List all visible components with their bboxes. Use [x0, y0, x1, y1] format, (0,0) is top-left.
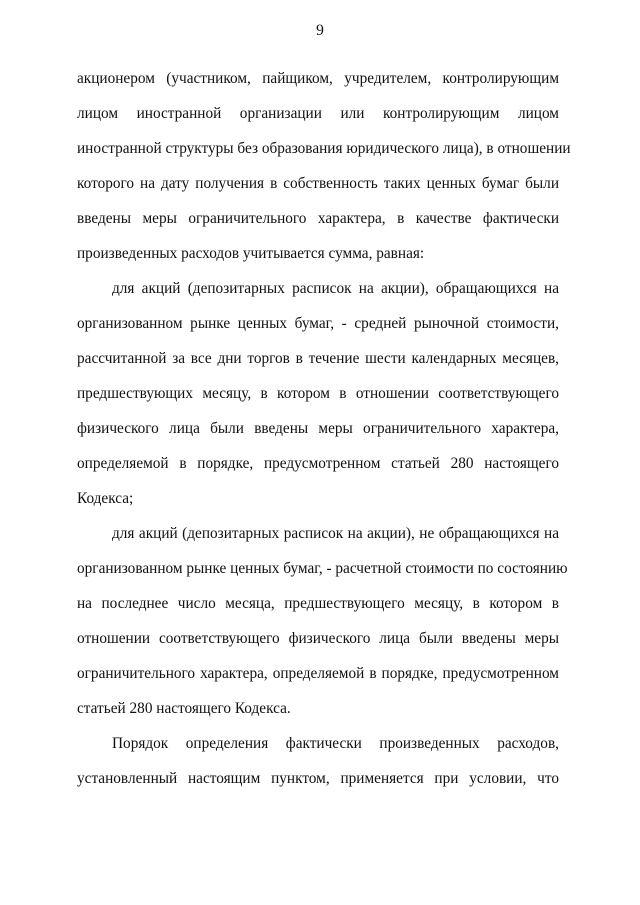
text-line: определяемой в порядке, предусмотренном статьей 280 настоящего	[77, 455, 559, 472]
text-line: организованном рынке ценных бумаг, - средней рыночной стоимости,	[77, 315, 559, 332]
text-line: статьей 280 настоящего Кодекса.	[77, 700, 291, 717]
text-line: Кодекса;	[77, 490, 134, 507]
paragraph-first-line: для акций (депозитарных расписок на акции), не обращающихся на	[112, 525, 559, 542]
text-line: ограничительного характера, определяемой в порядке, предусмотренном	[77, 665, 559, 682]
text-line: лицом иностранной организации или контролирующим лицом	[77, 105, 559, 122]
text-line: установленный настоящим пунктом, применяется при условии, что	[77, 770, 559, 787]
text-line: организованном рынке ценных бумаг, - расчетной стоимости по состоянию	[77, 560, 568, 577]
text-line: иностранной структуры без образования юридического лица), в отношении	[77, 140, 571, 157]
paragraph-first-line: Порядок определения фактически произведенных расходов,	[112, 735, 559, 752]
paragraph-first-line: для акций (депозитарных расписок на акции), обращающихся на	[112, 280, 559, 297]
text-line: введены меры ограничительного характера, в качестве фактически	[77, 210, 559, 227]
text-line: произведенных расходов учитывается сумма, равная:	[77, 245, 425, 262]
text-line: акционером (участником, пайщиком, учредителем, контролирующим	[77, 70, 559, 87]
page-number: 9	[316, 22, 324, 39]
text-line: отношении соответствующего физического лица были введены меры	[77, 630, 559, 647]
text-line: которого на дату получения в собственность таких ценных бумаг были	[77, 175, 559, 192]
text-line: рассчитанной за все дни торгов в течение шести календарных месяцев,	[77, 350, 559, 367]
text-line: на последнее число месяца, предшествующего месяцу, в котором в	[77, 595, 559, 612]
text-line: физического лица были введены меры ограничительного характера,	[77, 420, 559, 437]
text-line: предшествующих месяцу, в котором в отношении соответствующего	[77, 385, 559, 402]
